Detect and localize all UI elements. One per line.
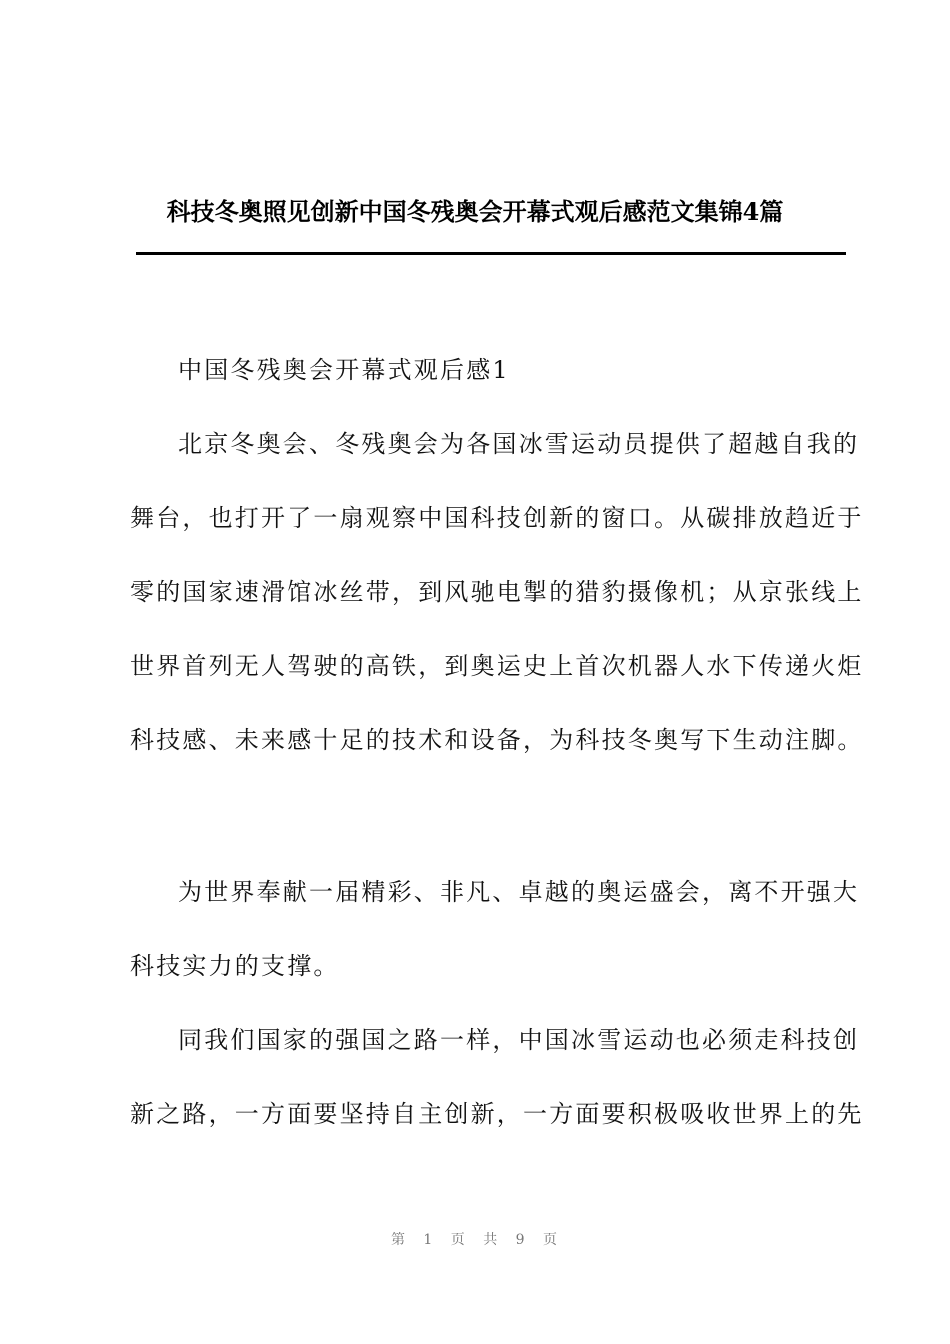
document-body xyxy=(130,0,864,1200)
paragraph-line: 舞台，也打开了一扇观察中国科技创新的窗口。从碳排放趋近于 xyxy=(130,504,864,532)
paragraph-line: 北京冬奥会、冬残奥会为各国冰雪运动员提供了超越自我的 xyxy=(178,430,860,458)
document-title: 科技冬奥照见创新中国冬残奥会开幕式观后感范文集锦4篇 xyxy=(166,197,784,226)
paragraph-line: 科技感、未来感十足的技术和设备，为科技冬奥写下生动注脚。 xyxy=(130,726,864,754)
paragraph-line: 零的国家速滑馆冰丝带，到风驰电掣的猎豹摄像机；从京张线上 xyxy=(130,578,864,606)
paragraph-line: 为世界奉献一届精彩、非凡、卓越的奥运盛会，离不开强大 xyxy=(178,878,860,906)
page-number-footer: 第 1 页 共 9 页 xyxy=(390,1232,560,1248)
paragraph-line: 新之路，一方面要坚持自主创新，一方面要积极吸收世界上的先 xyxy=(130,1100,864,1128)
section-heading: 中国冬残奥会开幕式观后感1 xyxy=(178,356,510,384)
paragraph-line: 科技实力的支撑。 xyxy=(130,952,340,980)
paragraph-line: 同我们国家的强国之路一样，中国冰雪运动也必须走科技创 xyxy=(178,1026,860,1054)
paragraph-line: 世界首列无人驾驶的高铁，到奥运史上首次机器人水下传递火炬 xyxy=(130,652,864,680)
